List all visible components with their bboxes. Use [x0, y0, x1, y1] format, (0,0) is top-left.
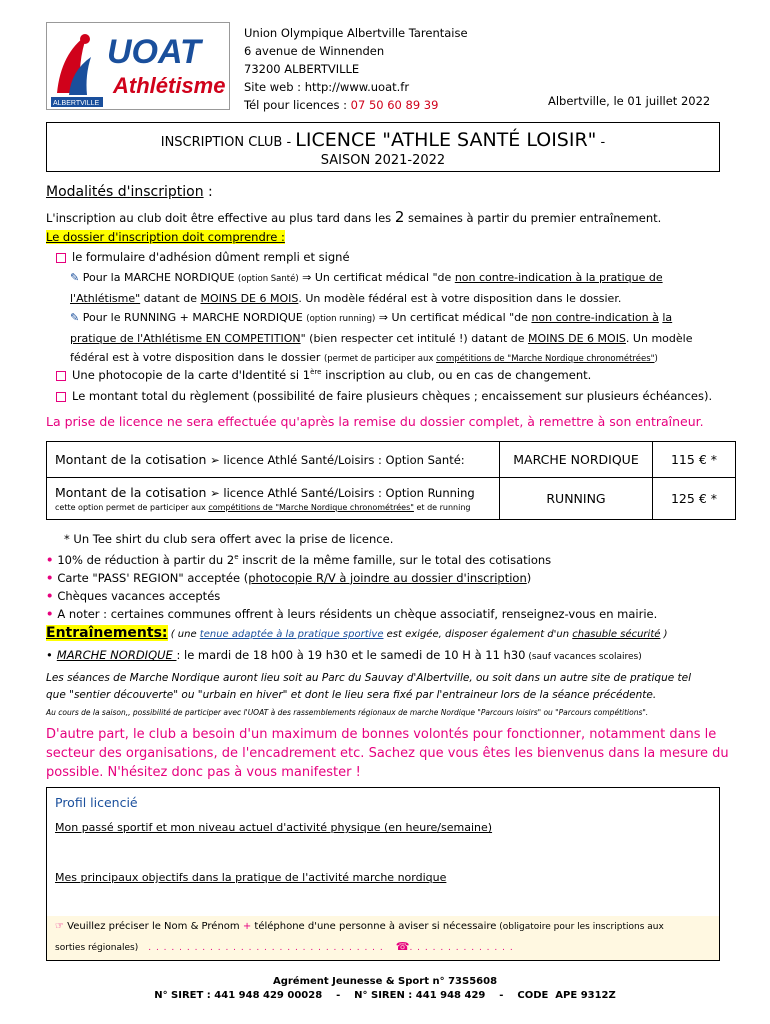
run-l: ) — [654, 354, 658, 364]
fee-desc-cell — [47, 478, 500, 520]
item-id — [56, 368, 591, 382]
intro-num: 2 — [394, 208, 405, 226]
logo-text-uoat: UOAT — [107, 33, 201, 71]
fee-option: RUNNING — [500, 478, 653, 520]
contact-d: sorties régionales) — [55, 943, 139, 953]
run-j: (permet de participer aux — [323, 354, 437, 364]
volunteers-l2: secteur des organisations, de l'encadrement etc. Sachez que vous êtes les bienvenus dans la mesure du — [46, 746, 729, 761]
fee-desc-cell — [47, 442, 500, 478]
bullet-icon: • — [46, 552, 54, 567]
pointing-hand-icon: ☞ — [55, 921, 64, 932]
intro-text — [46, 208, 661, 226]
contact-dots-2: . . . . . . . . . . . . . . — [409, 943, 514, 953]
intro-a: L'inscription au club doit être effective au plus tard dans les — [46, 211, 395, 225]
fee-note — [55, 503, 491, 512]
entrainements-title: Entraînements: — [46, 625, 168, 641]
mn-h: . Un modèle fédéral est à votre disposition dans le dossier. — [298, 292, 622, 305]
org-phone — [244, 96, 468, 114]
benefit-item — [46, 569, 657, 587]
entr-note-b: tenue adaptée à la pratique sportive — [199, 629, 384, 640]
fee-note-b: compétitions de "Marche Nordique chronométrées" — [208, 503, 414, 512]
entr-note-e: ) — [660, 629, 668, 640]
checkbox-icon[interactable] — [56, 392, 66, 402]
run-i: modèle fédéral est à votre disposition dans le dossier — [70, 332, 693, 364]
item-id-sup: ère — [310, 368, 322, 377]
mn-g: MOINS DE 6 MOIS — [200, 292, 299, 305]
entr-note-c: est exigée, disposer également d'un — [383, 629, 573, 640]
page-title: LICENCE "ATHLE SANTÉ LOISIR" — [295, 129, 597, 151]
fee-note-c: et de running — [413, 503, 471, 512]
table-row — [47, 478, 736, 520]
modalites-heading — [46, 184, 213, 200]
phone-number[interactable]: 07 50 60 89 39 — [350, 98, 439, 112]
checkbox-icon[interactable] — [56, 371, 66, 381]
benefit-item — [46, 587, 657, 605]
mn-b: (option Santé) — [237, 274, 299, 284]
logo-text-athletisme: Athlétisme — [113, 73, 226, 98]
fee-price: 125 € * — [653, 478, 736, 520]
training-desc-1: Les séances de Marche Nordique auront lieu soit au Parc du Sauvay d'Albertville, ou soit dans un autre site de pratique tel — [46, 672, 692, 684]
run-b: (option running) — [306, 314, 376, 324]
volunteers-l1: D'autre part, le club a besoin d'un maximum de bonnes volontés pour fonctionner, notamment dans le — [46, 727, 717, 742]
mn-certificate — [70, 268, 718, 308]
checkbox-icon[interactable] — [56, 253, 66, 263]
contact-a: Veuillez préciser le Nom & Prénom — [63, 921, 243, 932]
training-description — [46, 670, 691, 721]
benefit-1-sup: e — [234, 553, 239, 561]
item-form-text: le formulaire d'adhésion dûment rempli et signé — [72, 250, 350, 264]
pen-icon: ✎ — [70, 311, 80, 324]
contact-area[interactable] — [47, 916, 719, 960]
mn-a: Pour la MARCHE NORDIQUE — [82, 271, 238, 284]
fee-desc: licence Athlé Santé/Loisirs : Option Running — [223, 486, 475, 500]
title-line — [47, 129, 719, 151]
entrainements-heading — [46, 622, 668, 641]
intro-b: semaines à partir du premier entraînement. — [404, 211, 662, 225]
bullet-icon: • — [46, 588, 54, 603]
modalites-heading-text: Modalités d'inscription — [46, 184, 204, 200]
run-e: la pratique de l'Athlétisme EN COMPETITION — [70, 311, 673, 345]
fee-option: MARCHE NORDIQUE — [500, 442, 653, 478]
bullet-icon: • — [46, 570, 54, 585]
fee-note-a: cette option permet de participer aux — [55, 503, 209, 512]
item-payment-text: Le montant total du règlement (possibilité de faire plusieurs chèques ; encaissement sur plusieurs échéances). — [72, 389, 713, 403]
benefit-2c: ) — [526, 570, 532, 585]
profil-q1[interactable]: Mon passé sportif et mon niveau actuel d'activité physique (en heure/semaine) — [55, 821, 493, 834]
item-payment — [56, 389, 712, 403]
fee-price: 115 € * — [653, 442, 736, 478]
training-desc-3: Au cours de la saison,, possibilité de participer avec l'UOAT à des rassemblements régionaux de marche Nordique "Parcours loisirs" ou "Parcours compétitions". — [46, 708, 649, 717]
run-g: MOINS DE 6 MOIS — [528, 332, 626, 345]
table-row — [47, 442, 736, 478]
mn-schedule — [46, 648, 642, 662]
benefit-1a: 10% de réduction à partir du 2 — [57, 552, 235, 567]
org-street: 6 avenue de Winnenden — [244, 44, 385, 58]
benefits — [46, 530, 657, 623]
run-a: Pour le RUNNING + MARCHE NORDIQUE — [82, 311, 307, 324]
contact-plus: + — [242, 921, 252, 932]
contact-b: téléphone d'une personne à aviser si nécessaire — [251, 921, 497, 932]
modalites-colon: : — [203, 184, 213, 200]
benefit-1b: inscrit de la même famille, sur le total des cotisations — [238, 552, 552, 567]
benefit-2a: Carte "PASS' REGION" acceptée ( — [57, 570, 249, 585]
dossier-heading-text: Le dossier d'inscription doit comprendre : — [46, 230, 285, 244]
profil-q2[interactable]: Mes principaux objectifs dans la pratique de l'activité marche nordique — [55, 871, 447, 884]
arrow-icon: ➢ — [210, 453, 220, 467]
logo — [46, 22, 230, 110]
logo-text-albertville: ALBERTVILLE — [53, 100, 100, 107]
mn-schedule-times: : le mardi de 18 h00 à 19 h30 et le samedi de 10 H à 11 h30 — [176, 648, 526, 662]
benefit-item — [46, 605, 657, 623]
run-d: non contre-indication à — [531, 311, 659, 324]
benefit-3: Chèques vacances acceptés — [57, 588, 221, 603]
profil-heading: Profil licencié — [55, 795, 138, 810]
mn-d: non contre-indication à la pratique de — [454, 271, 663, 284]
run-c: ⇒ Un certificat médical "de — [375, 311, 532, 324]
footer-agrement: Agrément Jeunesse & Sport n° 73S5608 — [272, 976, 498, 987]
item-form — [56, 250, 350, 264]
fee-label: Montant de la cotisation — [55, 452, 207, 467]
mn-schedule-label: MARCHE NORDIQUE — [56, 648, 177, 662]
org-name: Union Olympique Albertville Tarentaise — [244, 26, 468, 40]
fee-label: Montant de la cotisation — [55, 485, 207, 500]
footer-siret: N° SIRET : 441 948 429 00028 - N° SIREN : 441 948 429 - CODE APE 9312Z — [154, 990, 616, 1001]
volunteers-text — [46, 725, 729, 782]
running-certificate — [70, 308, 720, 369]
run-f: " (bien respecter cet intitulé !) datant de — [300, 332, 529, 345]
arrow-icon: ➢ — [210, 486, 220, 500]
org-address — [244, 24, 468, 114]
item-id-b: inscription au club, ou en cas de changement. — [321, 368, 592, 382]
benefit-4: A noter : certaines communes offrent à leurs résidents un chèque associatif, renseignez-vous en mairie. — [57, 606, 658, 621]
title-box — [46, 122, 720, 172]
pen-icon: ✎ — [70, 271, 80, 284]
mn-schedule-note: (sauf vacances scolaires) — [525, 652, 642, 662]
training-desc-2: que "sentier découverte" ou "urbain en hiver" et dont le lieu sera fixé par l'entraineur lors de la séance précédente. — [46, 689, 657, 701]
footer — [0, 975, 770, 1003]
phone-label: Tél pour licences : — [244, 98, 351, 112]
contact-line-1 — [55, 921, 664, 932]
warning-text: La prise de licence ne sera effectuée qu'après la remise du dossier complet, à remettre à son entraîneur. — [46, 414, 704, 429]
phone-icon: ☎ — [395, 940, 410, 953]
benefit-2b: photocopie R/V à joindre au dossier d'inscription — [248, 570, 527, 585]
fees-table — [46, 441, 736, 520]
logo-graphic — [47, 23, 229, 109]
entr-note-d: chasuble sécurité — [572, 629, 661, 640]
run-h: . Un — [625, 332, 648, 345]
date-line: Albertville, le 01 juillet 2022 — [548, 94, 711, 108]
title-suffix: - — [596, 135, 606, 150]
org-website[interactable]: Site web : http://www.uoat.fr — [244, 80, 410, 94]
mn-f: datant de — [140, 292, 201, 305]
mn-e: l'Athlétisme" — [70, 292, 141, 305]
run-k: compétitions de "Marche Nordique chronométrées" — [436, 354, 655, 364]
profil-box — [46, 787, 720, 961]
bullet-icon: • — [46, 606, 54, 621]
item-id-a: Une photocopie de la carte d'Identité si 1 — [72, 368, 311, 382]
season: SAISON 2021-2022 — [320, 153, 446, 168]
contact-line-2 — [55, 940, 514, 953]
mn-c: ⇒ Un certificat médical "de — [298, 271, 455, 284]
fee-desc: licence Athlé Santé/Loisirs : Option Santé: — [223, 453, 465, 467]
org-city: 73200 ALBERTVILLE — [244, 62, 360, 76]
tshirt-note: * Un Tee shirt du club sera offert avec la prise de licence. — [64, 532, 394, 546]
entr-note-a: ( une — [167, 629, 200, 640]
contact-dots-1: . . . . . . . . . . . . . . . . . . . . . . . . . . . . . . . — [148, 943, 384, 953]
bullet-icon: • — [46, 648, 53, 662]
dossier-heading — [46, 230, 285, 244]
contact-c: (obligatoire pour les inscriptions aux — [496, 922, 664, 932]
volunteers-l3: possible. N'hésitez donc pas à vous manifester ! — [46, 765, 361, 780]
benefit-item — [46, 548, 657, 569]
title-prefix: INSCRIPTION CLUB - — [160, 135, 296, 150]
